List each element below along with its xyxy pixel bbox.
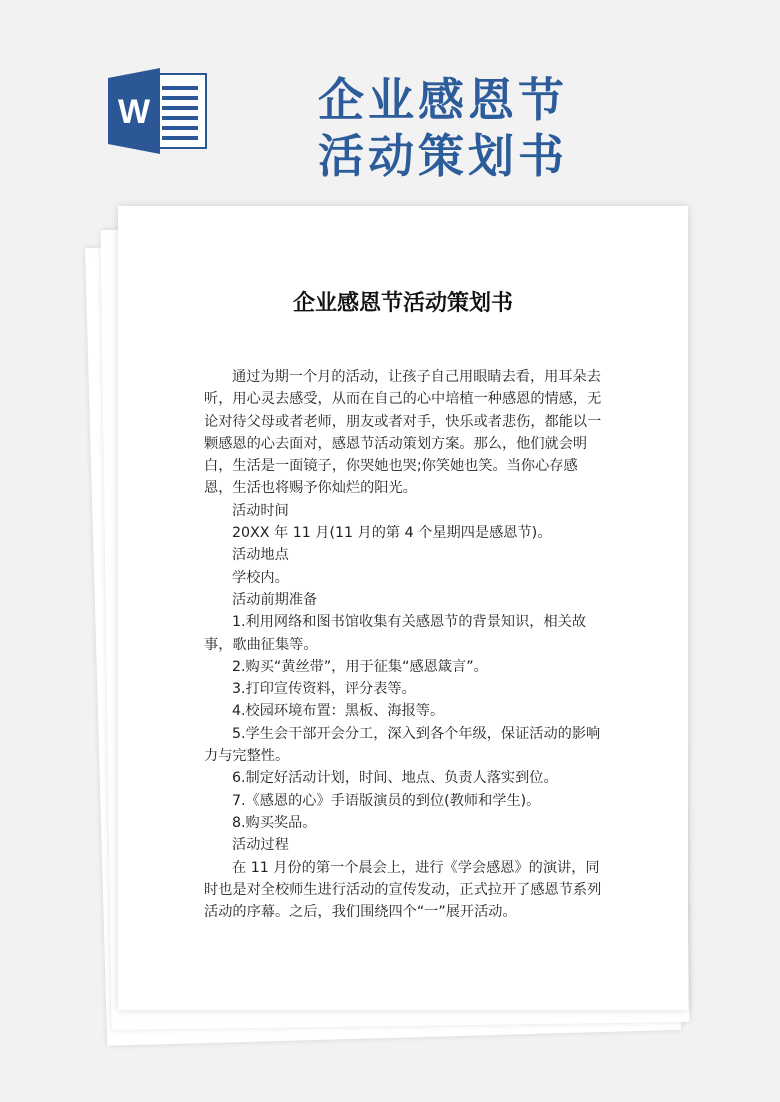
word-icon-letter: W [117, 93, 151, 131]
heading-location: 活动地点 [232, 547, 289, 564]
list-item: 8.购买奖品。 [232, 814, 317, 831]
heading-process: 活动过程 [232, 837, 289, 854]
list-item: 7.《感恩的心》手语版演员的到位(教师和学生)。 [232, 792, 541, 809]
document-body [204, 366, 606, 923]
heading-preparation: 活动前期准备 [232, 591, 318, 608]
paragraph-intro: 通过为期一个月的活动，让孩子自己用眼睛去看，用耳朵去听，用心灵去感受，从而在自己的心中培植一种感恩的情感，无论对待父母或者老师，朋友或者对手，快乐或者悲伤，都能以一颗感恩的心去面对，感恩节活动策划方案。那么，他们就会明白，生活是一面镜子，你哭她也哭;你笑她也笑。当你心存感恩，生活也将赐予你灿烂的阳光。 [204, 369, 602, 497]
document-page [118, 206, 688, 1010]
paragraph-location: 学校内。 [232, 569, 289, 586]
header-banner [0, 0, 780, 200]
banner-title-line2: 活动策划书 [318, 129, 568, 183]
list-item: 5.学生会干部开会分工，深入到各个年级，保证活动的影响力与完整性。 [204, 725, 601, 765]
banner-title-line1: 企业感恩节 [318, 73, 568, 127]
paragraph-process: 在 11 月份的第一个晨会上，进行《学会感恩》的演讲，同时也是对全校师生进行活动的宣传发动，正式拉开了感恩节系列活动的序幕。之后，我们围绕四个“一”展开活动。 [204, 859, 602, 921]
list-item: 6.制定好活动计划，时间、地点、负责人落实到位。 [232, 770, 558, 787]
list-item: 1.利用网络和图书馆收集有关感恩节的背景知识，相关故事，歌曲征集等。 [204, 614, 587, 653]
list-item: 4.校园环境布置：黑板、海报等。 [232, 703, 445, 720]
document-title: 企业感恩节活动策划书 [292, 291, 513, 316]
list-item: 2.购买“黄丝带”，用于征集“感恩箴言”。 [232, 658, 488, 675]
banner-title [318, 72, 578, 184]
list-item: 3.打印宣传资料，评分表等。 [232, 681, 416, 698]
heading-time: 活动时间 [232, 502, 289, 519]
paragraph-time: 20XX 年 11 月(11 月的第 4 个星期四是感恩节)。 [232, 525, 552, 542]
word-document-icon [108, 68, 208, 154]
